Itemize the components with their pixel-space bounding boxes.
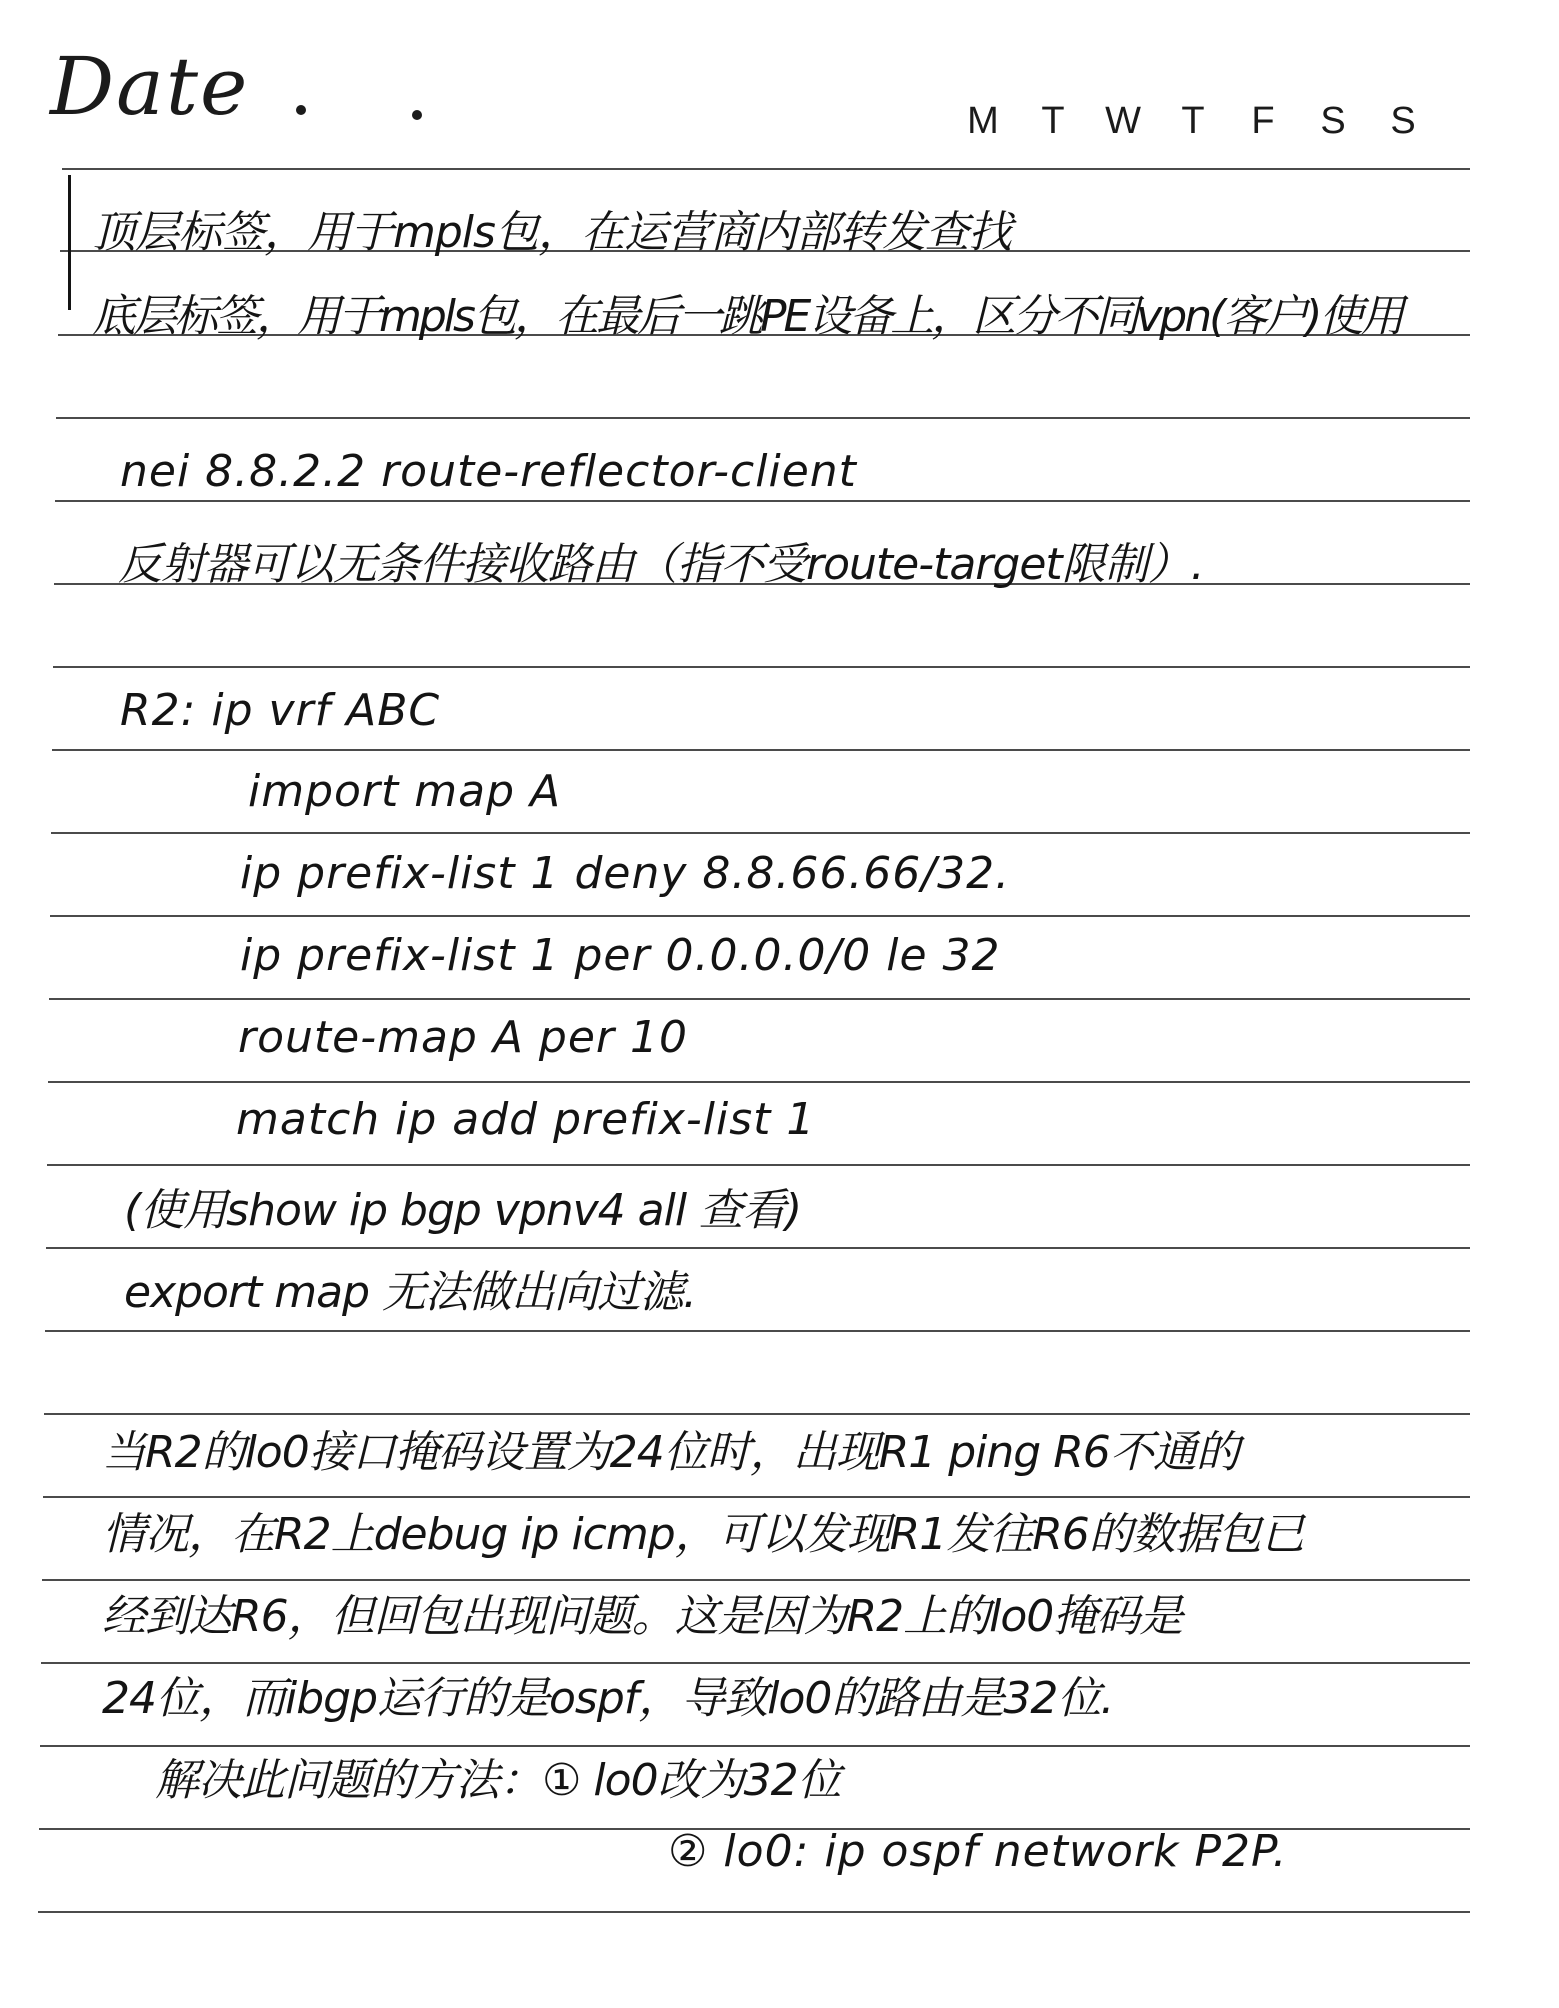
note-line-reflector: 反射器可以无条件接收路由（指不受route-target限制）.	[118, 539, 1204, 590]
note-line-solution-1: 解决此问题的方法：① lo0改为32位	[155, 1755, 841, 1806]
note-line-import-map: import map A	[248, 766, 562, 817]
weekday-sat: S	[1320, 100, 1346, 142]
ruled-line	[51, 832, 1470, 834]
note-line-ospf-32: 24位，而ibgp运行的是ospf，导致lo0的路由是32位.	[102, 1673, 1114, 1724]
ruled-line	[62, 168, 1470, 170]
ruled-line	[55, 500, 1470, 502]
weekday-row	[948, 100, 1438, 143]
ruled-line	[44, 1413, 1470, 1415]
ruled-line	[52, 749, 1470, 751]
ruled-line	[50, 915, 1470, 917]
weekday-mon: M	[967, 100, 999, 142]
note-line-prefix-deny: ip prefix-list 1 deny 8.8.66.66/32.	[240, 848, 1011, 899]
weekday-wed: W	[1105, 100, 1141, 142]
page-header	[0, 0, 1559, 150]
ruled-line	[49, 998, 1470, 1000]
ruled-line	[53, 666, 1470, 668]
note-line-route-map: route-map A per 10	[238, 1012, 688, 1063]
note-line-rr-client: nei 8.8.2.2 route-reflector-client	[120, 446, 857, 497]
weekday-thu: T	[1181, 100, 1205, 142]
weekday-fri: F	[1251, 100, 1275, 142]
ruled-line	[45, 1330, 1470, 1332]
note-line-debug: 情况，在R2上debug ip icmp，可以发现R1发往R6的数据包已	[102, 1509, 1304, 1560]
note-line-prefix-permit: ip prefix-list 1 per 0.0.0.0/0 le 32	[240, 930, 1001, 981]
weekday-tue: T	[1041, 100, 1065, 142]
note-line-reason: 经到达R6，但回包出现问题。这是因为R2上的lo0掩码是	[102, 1591, 1183, 1642]
note-line-solution-2: ② lo0: ip ospf network P2P.	[668, 1826, 1288, 1877]
note-line-bottom-label: 底层标签，用于mpls包，在最后一跳PE设备上，区分不同vpn(客户)使用	[92, 291, 1402, 342]
note-line-match: match ip add prefix-list 1	[236, 1094, 816, 1145]
bracket-mark	[68, 175, 81, 310]
date-label: Date	[50, 40, 250, 133]
date-dot	[296, 105, 306, 115]
note-line-top-label: 顶层标签，用于mpls包，在运营商内部转发查找	[92, 207, 1011, 258]
note-line-export-map: export map 无法做出向过滤.	[124, 1267, 697, 1318]
weekday-sun: S	[1390, 100, 1416, 142]
ruled-line	[38, 1911, 1470, 1913]
note-line-vrf: R2: ip vrf ABC	[120, 685, 441, 736]
date-dot	[412, 110, 422, 120]
note-line-lo0-mask: 当R2的lo0接口掩码设置为24位时，出现R1 ping R6不通的	[102, 1427, 1239, 1478]
ruled-line	[48, 1081, 1470, 1083]
ruled-line	[56, 417, 1470, 419]
ruled-line	[47, 1164, 1470, 1166]
ruled-line	[46, 1247, 1470, 1249]
note-line-show-cmd: (使用show ip bgp vpnv4 all 查看)	[124, 1185, 802, 1236]
